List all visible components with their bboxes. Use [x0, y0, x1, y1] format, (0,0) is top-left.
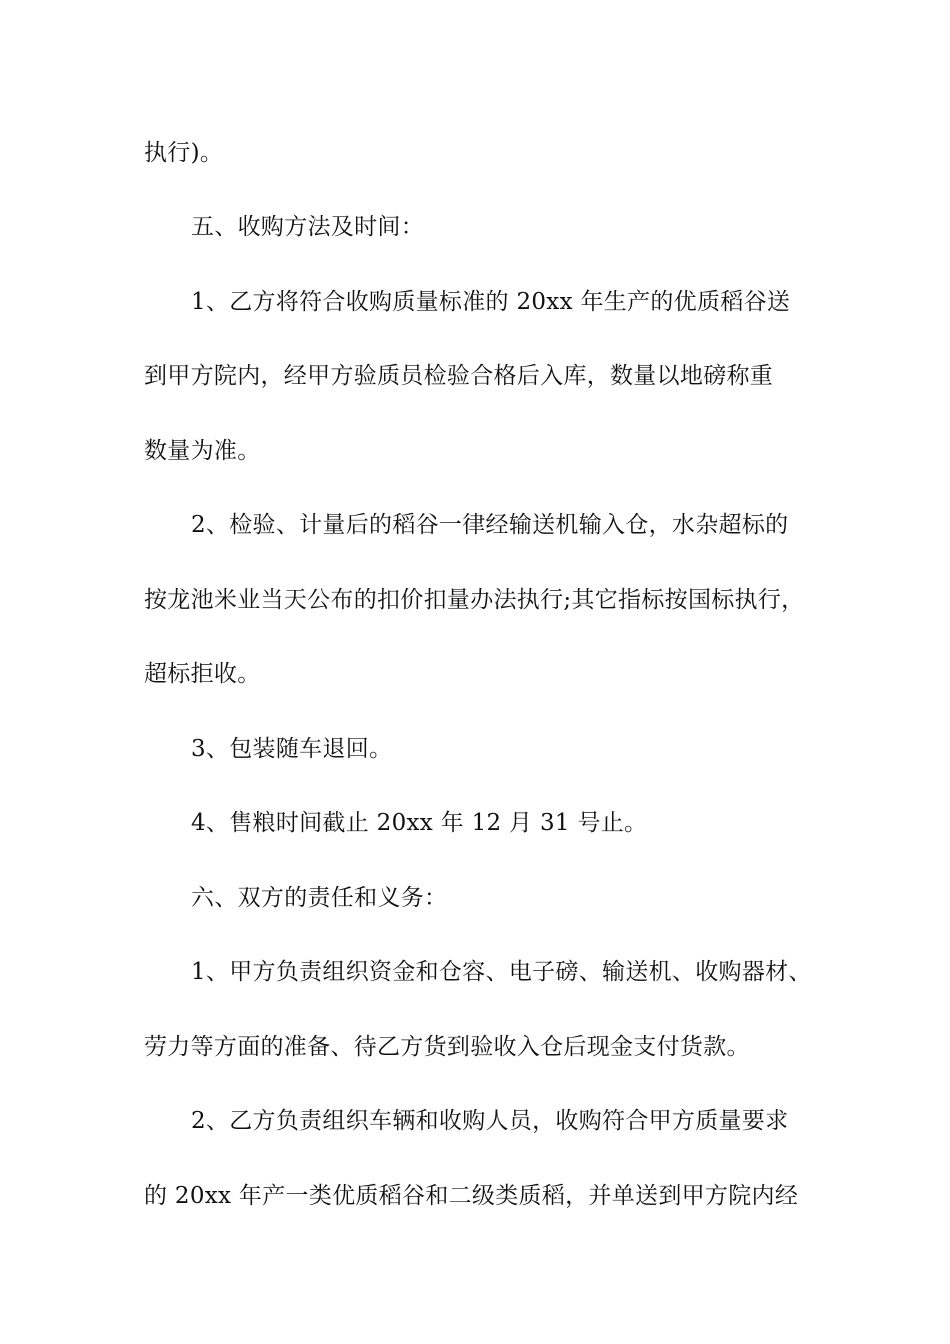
paragraph-line: 按龙池米业当天公布的扣价扣量办法执行;其它指标按国标执行， — [144, 587, 805, 613]
paragraph-line: 执行)。 — [144, 140, 224, 166]
paragraph-line: 2、检验、计量后的稻谷一律经输送机输入仓，水杂超标的 — [191, 512, 789, 538]
paragraph-line: 的 20xx 年产一类优质稻谷和二级类质稻，并单送到甲方院内经 — [144, 1183, 799, 1209]
paragraph-line: 2、乙方负责组织车辆和收购人员，收购符合甲方质量要求 — [191, 1108, 789, 1134]
paragraph-line: 3、包装随车退回。 — [191, 736, 393, 762]
paragraph-line: 1、乙方将符合收购质量标准的 20xx 年生产的优质稻谷送 — [191, 289, 791, 315]
paragraph-line: 数量为准。 — [144, 438, 261, 464]
paragraph-line: 劳力等方面的准备、待乙方货到验收入仓后现金支付货款。 — [144, 1034, 750, 1060]
paragraph-line: 1、甲方负责组织资金和仓容、电子磅、输送机、收购器材、 — [191, 959, 812, 985]
paragraph-line: 超标拒收。 — [144, 661, 261, 687]
section-heading: 五、收购方法及时间： — [191, 214, 424, 240]
section-heading: 六、双方的责任和义务： — [191, 885, 448, 911]
paragraph-line: 到甲方院内，经甲方验质员检验合格后入库，数量以地磅称重 — [144, 363, 774, 389]
paragraph-line: 4、售粮时间截止 20xx 年 12 月 31 号止。 — [191, 810, 648, 836]
